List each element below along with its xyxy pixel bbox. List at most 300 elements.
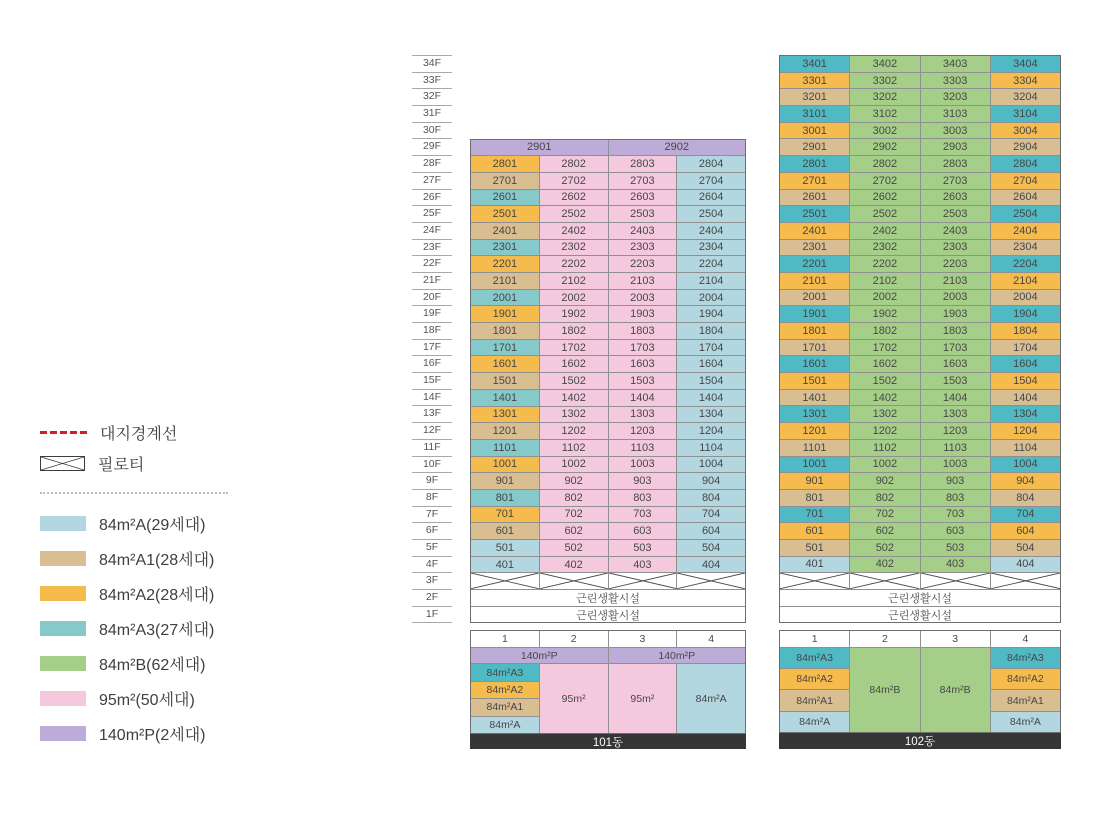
unit-cell: 1702 bbox=[850, 340, 919, 356]
unit-cell: 1602 bbox=[850, 356, 919, 372]
unit-cell: 2101 bbox=[471, 273, 539, 289]
floor-row bbox=[471, 173, 745, 189]
floor-label: 32F bbox=[412, 89, 452, 106]
unit-cell: 1301 bbox=[471, 407, 539, 423]
legend-label: 84m²A3(27세대) bbox=[99, 622, 215, 639]
floor-row bbox=[780, 340, 1060, 356]
unit-cell: 2802 bbox=[540, 156, 608, 172]
column-header: 2 bbox=[540, 631, 608, 647]
unit-cell: 1503 bbox=[609, 373, 677, 389]
unit-cell: 401 bbox=[471, 557, 539, 573]
unit-cell: 1101 bbox=[780, 440, 849, 456]
floor-label: 31F bbox=[412, 106, 452, 123]
unit-cell: 1401 bbox=[471, 390, 539, 406]
floor-row bbox=[471, 557, 745, 573]
building-101-tower bbox=[470, 139, 746, 624]
floor-label: 17F bbox=[412, 340, 452, 357]
unit-cell: 1202 bbox=[540, 423, 608, 439]
floor-row bbox=[780, 256, 1060, 272]
unit-cell: 804 bbox=[991, 490, 1060, 506]
unit-cell: 2204 bbox=[991, 256, 1060, 272]
floor-row bbox=[780, 490, 1060, 506]
unit-cell: 503 bbox=[609, 540, 677, 556]
unit-cell: 902 bbox=[850, 473, 919, 489]
unit-type-cell: 84m²A1 bbox=[471, 699, 539, 715]
unit-cell: 1902 bbox=[540, 306, 608, 322]
unit-cell: 1504 bbox=[991, 373, 1060, 389]
unit-cell: 1404 bbox=[677, 390, 745, 406]
site-boundary-line-icon bbox=[40, 431, 87, 434]
unit-cell: 2904 bbox=[991, 139, 1060, 155]
unit-cell: 3002 bbox=[850, 123, 919, 139]
floor-row bbox=[471, 256, 745, 272]
unit-cell: 1502 bbox=[540, 373, 608, 389]
unit-cell: 3401 bbox=[780, 56, 849, 72]
unit-cell: 403 bbox=[921, 557, 990, 573]
legend-item bbox=[40, 541, 260, 576]
unit-cell: 2702 bbox=[540, 173, 608, 189]
legend-label: 84m²A1(28세대) bbox=[99, 552, 215, 569]
unit-cell: 3103 bbox=[921, 106, 990, 122]
floor-row bbox=[471, 356, 745, 372]
pilotis-cell bbox=[471, 573, 539, 589]
floor-ruler bbox=[412, 55, 452, 623]
unit-cell: 3201 bbox=[780, 89, 849, 105]
unit-cell: 2304 bbox=[991, 240, 1060, 256]
floor-row bbox=[780, 173, 1060, 189]
floor-row bbox=[780, 507, 1060, 523]
legend-boundary-row bbox=[40, 424, 260, 441]
unit-cell: 2304 bbox=[677, 240, 745, 256]
unit-cell: 1103 bbox=[609, 440, 677, 456]
unit-cell: 2401 bbox=[471, 223, 539, 239]
unit-cell: 2402 bbox=[540, 223, 608, 239]
unit-cell: 2203 bbox=[609, 256, 677, 272]
unit-cell: 3004 bbox=[991, 123, 1060, 139]
unit-cell: 2002 bbox=[850, 290, 919, 306]
floor-row bbox=[471, 523, 745, 539]
floor-label: 28F bbox=[412, 156, 452, 173]
unit-cell: 3101 bbox=[780, 106, 849, 122]
unit-cell: 1301 bbox=[780, 406, 849, 422]
unit-cell: 1402 bbox=[850, 390, 919, 406]
floor-row bbox=[780, 423, 1060, 439]
unit-cell: 2001 bbox=[780, 290, 849, 306]
unit-cell: 2203 bbox=[921, 256, 990, 272]
legend-label: 84m²A(29세대) bbox=[99, 517, 206, 534]
floor-row bbox=[780, 323, 1060, 339]
unit-cell: 3303 bbox=[921, 73, 990, 89]
floor-row bbox=[780, 123, 1060, 139]
unit-cell: 1702 bbox=[540, 340, 608, 356]
legend bbox=[40, 424, 260, 751]
unit-type-cell: 84m²B bbox=[850, 648, 919, 733]
floor-row bbox=[471, 573, 745, 589]
unit-cell: 402 bbox=[540, 557, 608, 573]
unit-cell: 1801 bbox=[471, 323, 539, 339]
floor-label: 3F bbox=[412, 573, 452, 590]
floor-label: 19F bbox=[412, 306, 452, 323]
legend-label: 84m²B(62세대) bbox=[99, 657, 206, 674]
unit-cell: 2303 bbox=[921, 240, 990, 256]
floor-row bbox=[780, 190, 1060, 206]
unit-cell: 1903 bbox=[609, 306, 677, 322]
unit-cell: 2103 bbox=[921, 273, 990, 289]
floor-label: 8F bbox=[412, 490, 452, 507]
unit-cell: 1502 bbox=[850, 373, 919, 389]
unit-cell: 2501 bbox=[471, 206, 539, 222]
unit-cell: 2703 bbox=[921, 173, 990, 189]
unit-type-grid-102 bbox=[779, 630, 1061, 733]
pilotis-icon bbox=[40, 456, 85, 471]
unit-cell: 2004 bbox=[677, 290, 745, 306]
floor-row bbox=[471, 240, 745, 256]
unit-cell: 803 bbox=[609, 490, 677, 506]
unit-cell: 3203 bbox=[921, 89, 990, 105]
unit-type-cell: 84m²A2 bbox=[471, 682, 539, 698]
pilotis-cell bbox=[677, 573, 745, 589]
floor-label: 2F bbox=[412, 590, 452, 607]
unit-cell: 2104 bbox=[991, 273, 1060, 289]
unit-cell: 1303 bbox=[921, 406, 990, 422]
floor-row bbox=[471, 440, 745, 456]
floor-label: 12F bbox=[412, 423, 452, 440]
legend-label: 140m²P(2세대) bbox=[99, 727, 206, 744]
unit-cell: 1102 bbox=[540, 440, 608, 456]
column-header: 3 bbox=[609, 631, 677, 647]
floor-row bbox=[780, 223, 1060, 239]
unit-cell: 3104 bbox=[991, 106, 1060, 122]
floor-label: 4F bbox=[412, 557, 452, 574]
column-header: 1 bbox=[471, 631, 539, 647]
unit-cell: 2701 bbox=[471, 173, 539, 189]
floor-label: 18F bbox=[412, 323, 452, 340]
unit-cell: 802 bbox=[850, 490, 919, 506]
unit-cell: 2602 bbox=[850, 190, 919, 206]
unit-type-cell: 84m²A1 bbox=[991, 690, 1060, 710]
floor-row bbox=[471, 206, 745, 222]
floor-label: 1F bbox=[412, 607, 452, 624]
floor-label: 24F bbox=[412, 223, 452, 240]
unit-cell: 2801 bbox=[471, 156, 539, 172]
unit-cell: 1504 bbox=[677, 373, 745, 389]
unit-cell: 1704 bbox=[677, 340, 745, 356]
unit-cell: 2101 bbox=[780, 273, 849, 289]
legend-swatch bbox=[40, 551, 86, 566]
floor-label: 11F bbox=[412, 440, 452, 457]
unit-cell: 802 bbox=[540, 490, 608, 506]
unit-cell: 2702 bbox=[850, 173, 919, 189]
unit-cell: 901 bbox=[780, 473, 849, 489]
unit-cell: 3102 bbox=[850, 106, 919, 122]
floor-label: 29F bbox=[412, 139, 452, 156]
unit-cell: 503 bbox=[921, 540, 990, 556]
floor-row bbox=[471, 323, 745, 339]
column-header: 3 bbox=[921, 631, 990, 647]
unit-cell: 903 bbox=[609, 473, 677, 489]
unit-cell: 2604 bbox=[991, 190, 1060, 206]
floor-row bbox=[471, 457, 745, 473]
floor-row bbox=[780, 473, 1060, 489]
unit-cell: 2001 bbox=[471, 290, 539, 306]
unit-cell: 702 bbox=[540, 507, 608, 523]
unit-cell: 604 bbox=[677, 523, 745, 539]
unit-cell: 2202 bbox=[850, 256, 919, 272]
unit-cell: 1103 bbox=[921, 440, 990, 456]
unit-type-cell: 95m² bbox=[609, 664, 677, 733]
unit-cell: 402 bbox=[850, 557, 919, 573]
unit-cell: 1901 bbox=[780, 306, 849, 322]
unit-cell: 904 bbox=[677, 473, 745, 489]
floor-row bbox=[780, 557, 1060, 573]
legend-swatch bbox=[40, 586, 86, 601]
unit-cell: 1904 bbox=[991, 306, 1060, 322]
unit-cell: 3202 bbox=[850, 89, 919, 105]
unit-cell: 2504 bbox=[677, 206, 745, 222]
column-header: 4 bbox=[991, 631, 1060, 647]
unit-cell: 3402 bbox=[850, 56, 919, 72]
facility-cell: 근린생활시설 bbox=[471, 590, 745, 606]
floor-row bbox=[471, 540, 745, 556]
unit-cell: 2801 bbox=[780, 156, 849, 172]
unit-cell: 1604 bbox=[677, 356, 745, 372]
floor-row bbox=[780, 540, 1060, 556]
unit-cell: 1701 bbox=[780, 340, 849, 356]
floor-row bbox=[471, 223, 745, 239]
building-102-tower bbox=[779, 55, 1061, 623]
unit-cell: 1304 bbox=[991, 406, 1060, 422]
unit-cell: 2901 bbox=[780, 139, 849, 155]
unit-cell: 404 bbox=[677, 557, 745, 573]
floor-row bbox=[780, 89, 1060, 105]
unit-cell: 3302 bbox=[850, 73, 919, 89]
legend-divider bbox=[40, 492, 228, 494]
floor-row bbox=[471, 140, 745, 156]
unit-cell: 903 bbox=[921, 473, 990, 489]
unit-cell: 2703 bbox=[609, 173, 677, 189]
unit-cell: 2501 bbox=[780, 206, 849, 222]
floor-label: 9F bbox=[412, 473, 452, 490]
floor-row bbox=[780, 73, 1060, 89]
unit-cell: 2102 bbox=[540, 273, 608, 289]
legend-swatch bbox=[40, 691, 86, 706]
unit-cell: 1404 bbox=[609, 390, 677, 406]
unit-cell: 2404 bbox=[991, 223, 1060, 239]
unit-cell: 2104 bbox=[677, 273, 745, 289]
legend-item bbox=[40, 716, 260, 751]
floor-label: 22F bbox=[412, 256, 452, 273]
building-101-name-bar: 101동 bbox=[470, 734, 746, 750]
unit-cell: 1003 bbox=[921, 457, 990, 473]
pilotis-cell bbox=[540, 573, 608, 589]
unit-type-cell: 95m² bbox=[540, 664, 608, 733]
legend-swatch bbox=[40, 621, 86, 636]
column-header: 1 bbox=[780, 631, 849, 647]
unit-cell: 1903 bbox=[921, 306, 990, 322]
unit-cell: 2403 bbox=[609, 223, 677, 239]
unit-cell: 1002 bbox=[850, 457, 919, 473]
unit-type-cell: 84m²B bbox=[921, 648, 990, 733]
unit-cell: 603 bbox=[921, 523, 990, 539]
legend-label: 84m²A2(28세대) bbox=[99, 587, 215, 604]
unit-cell: 1601 bbox=[780, 356, 849, 372]
unit-cell: 1002 bbox=[540, 457, 608, 473]
unit-cell: 1203 bbox=[609, 423, 677, 439]
unit-cell: 803 bbox=[921, 490, 990, 506]
floor-row bbox=[471, 190, 745, 206]
floor-row bbox=[471, 390, 745, 406]
unit-cell: 3404 bbox=[991, 56, 1060, 72]
unit-cell: 2903 bbox=[921, 139, 990, 155]
floor-label: 6F bbox=[412, 523, 452, 540]
floor-row bbox=[780, 390, 1060, 406]
unit-cell: 404 bbox=[991, 557, 1060, 573]
unit-cell: 2202 bbox=[540, 256, 608, 272]
pilotis-cell bbox=[609, 573, 677, 589]
unit-cell: 2804 bbox=[991, 156, 1060, 172]
unit-cell: 2604 bbox=[677, 190, 745, 206]
floor-label: 26F bbox=[412, 190, 452, 207]
floor-label: 27F bbox=[412, 173, 452, 190]
unit-cell: 1304 bbox=[677, 407, 745, 423]
floor-label: 13F bbox=[412, 406, 452, 423]
unit-type-cell: 140m²P bbox=[471, 648, 608, 664]
floor-row bbox=[780, 206, 1060, 222]
unit-cell: 2502 bbox=[850, 206, 919, 222]
unit-cell: 1204 bbox=[677, 423, 745, 439]
unit-cell: 2003 bbox=[921, 290, 990, 306]
floor-row bbox=[780, 356, 1060, 372]
legend-swatch bbox=[40, 516, 86, 531]
unit-cell: 2804 bbox=[677, 156, 745, 172]
floor-row bbox=[780, 106, 1060, 122]
unit-cell: 1804 bbox=[677, 323, 745, 339]
unit-cell: 3003 bbox=[921, 123, 990, 139]
unit-cell: 1603 bbox=[921, 356, 990, 372]
unit-cell: 801 bbox=[780, 490, 849, 506]
unit-type-cell: 84m²A3 bbox=[991, 648, 1060, 668]
floor-row bbox=[471, 507, 745, 523]
unit-cell: 704 bbox=[677, 507, 745, 523]
unit-cell: 1004 bbox=[677, 457, 745, 473]
unit-cell: 1603 bbox=[609, 356, 677, 372]
facility-cell: 근린생활시설 bbox=[780, 607, 1060, 623]
unit-cell: 2704 bbox=[677, 173, 745, 189]
unit-cell: 3001 bbox=[780, 123, 849, 139]
unit-cell: 1102 bbox=[850, 440, 919, 456]
floor-row bbox=[471, 407, 745, 423]
floor-row bbox=[471, 590, 745, 606]
unit-cell: 1803 bbox=[609, 323, 677, 339]
unit-cell: 1104 bbox=[991, 440, 1060, 456]
unit-cell: 1701 bbox=[471, 340, 539, 356]
unit-cell: 2601 bbox=[780, 190, 849, 206]
unit-cell: 2403 bbox=[921, 223, 990, 239]
floor-row bbox=[780, 290, 1060, 306]
unit-cell: 3403 bbox=[921, 56, 990, 72]
unit-cell: 703 bbox=[609, 507, 677, 523]
unit-cell: 902 bbox=[540, 473, 608, 489]
unit-cell: 2704 bbox=[991, 173, 1060, 189]
unit-cell: 501 bbox=[471, 540, 539, 556]
unit-cell: 2902 bbox=[850, 139, 919, 155]
unit-cell: 603 bbox=[609, 523, 677, 539]
floor-row bbox=[471, 340, 745, 356]
unit-cell: 2201 bbox=[780, 256, 849, 272]
floor-row bbox=[780, 607, 1060, 623]
unit-cell: 701 bbox=[780, 507, 849, 523]
unit-cell: 2002 bbox=[540, 290, 608, 306]
unit-cell: 602 bbox=[540, 523, 608, 539]
floor-row bbox=[471, 490, 745, 506]
floor-row bbox=[780, 240, 1060, 256]
unit-cell: 2303 bbox=[609, 240, 677, 256]
unit-cell: 1703 bbox=[609, 340, 677, 356]
unit-type-cell: 84m²A3 bbox=[780, 648, 849, 668]
pilotis-cell bbox=[991, 573, 1060, 589]
unit-cell: 1703 bbox=[921, 340, 990, 356]
unit-cell: 2603 bbox=[921, 190, 990, 206]
unit-cell: 2901 bbox=[471, 140, 608, 156]
floor-row bbox=[471, 290, 745, 306]
unit-cell: 2602 bbox=[540, 190, 608, 206]
unit-cell: 1201 bbox=[780, 423, 849, 439]
unit-cell: 2803 bbox=[921, 156, 990, 172]
floor-label: 16F bbox=[412, 356, 452, 373]
unit-cell: 504 bbox=[991, 540, 1060, 556]
floor-label: 14F bbox=[412, 390, 452, 407]
unit-cell: 701 bbox=[471, 507, 539, 523]
floor-row bbox=[780, 590, 1060, 606]
unit-type-cell: 84m²A bbox=[780, 712, 849, 732]
unit-cell: 2603 bbox=[609, 190, 677, 206]
unit-cell: 2301 bbox=[780, 240, 849, 256]
unit-cell: 2301 bbox=[471, 240, 539, 256]
unit-cell: 2302 bbox=[850, 240, 919, 256]
unit-cell: 2302 bbox=[540, 240, 608, 256]
floor-label: 34F bbox=[412, 56, 452, 73]
unit-cell: 1704 bbox=[991, 340, 1060, 356]
unit-cell: 2504 bbox=[991, 206, 1060, 222]
unit-cell: 2502 bbox=[540, 206, 608, 222]
unit-cell: 2102 bbox=[850, 273, 919, 289]
legend-boundary-label: 대지경계선 bbox=[100, 426, 178, 443]
unit-cell: 1404 bbox=[991, 390, 1060, 406]
unit-cell: 1003 bbox=[609, 457, 677, 473]
legend-item bbox=[40, 681, 260, 716]
floor-row bbox=[780, 373, 1060, 389]
unit-cell: 1801 bbox=[780, 323, 849, 339]
floor-label: 10F bbox=[412, 457, 452, 474]
unit-type-cell: 84m²A1 bbox=[780, 690, 849, 710]
unit-cell: 601 bbox=[471, 523, 539, 539]
building-102-name-bar: 102동 bbox=[779, 733, 1061, 749]
building-101-summary bbox=[470, 630, 746, 749]
column-header: 2 bbox=[850, 631, 919, 647]
unit-cell: 401 bbox=[780, 557, 849, 573]
unit-cell: 601 bbox=[780, 523, 849, 539]
floor-row bbox=[780, 406, 1060, 422]
unit-cell: 2902 bbox=[609, 140, 746, 156]
floor-label: 30F bbox=[412, 123, 452, 140]
column-header: 4 bbox=[677, 631, 745, 647]
unit-cell: 1302 bbox=[850, 406, 919, 422]
facility-cell: 근린생활시설 bbox=[471, 607, 745, 623]
unit-cell: 1001 bbox=[780, 457, 849, 473]
unit-cell: 1802 bbox=[850, 323, 919, 339]
floor-row bbox=[780, 440, 1060, 456]
unit-cell: 2601 bbox=[471, 190, 539, 206]
